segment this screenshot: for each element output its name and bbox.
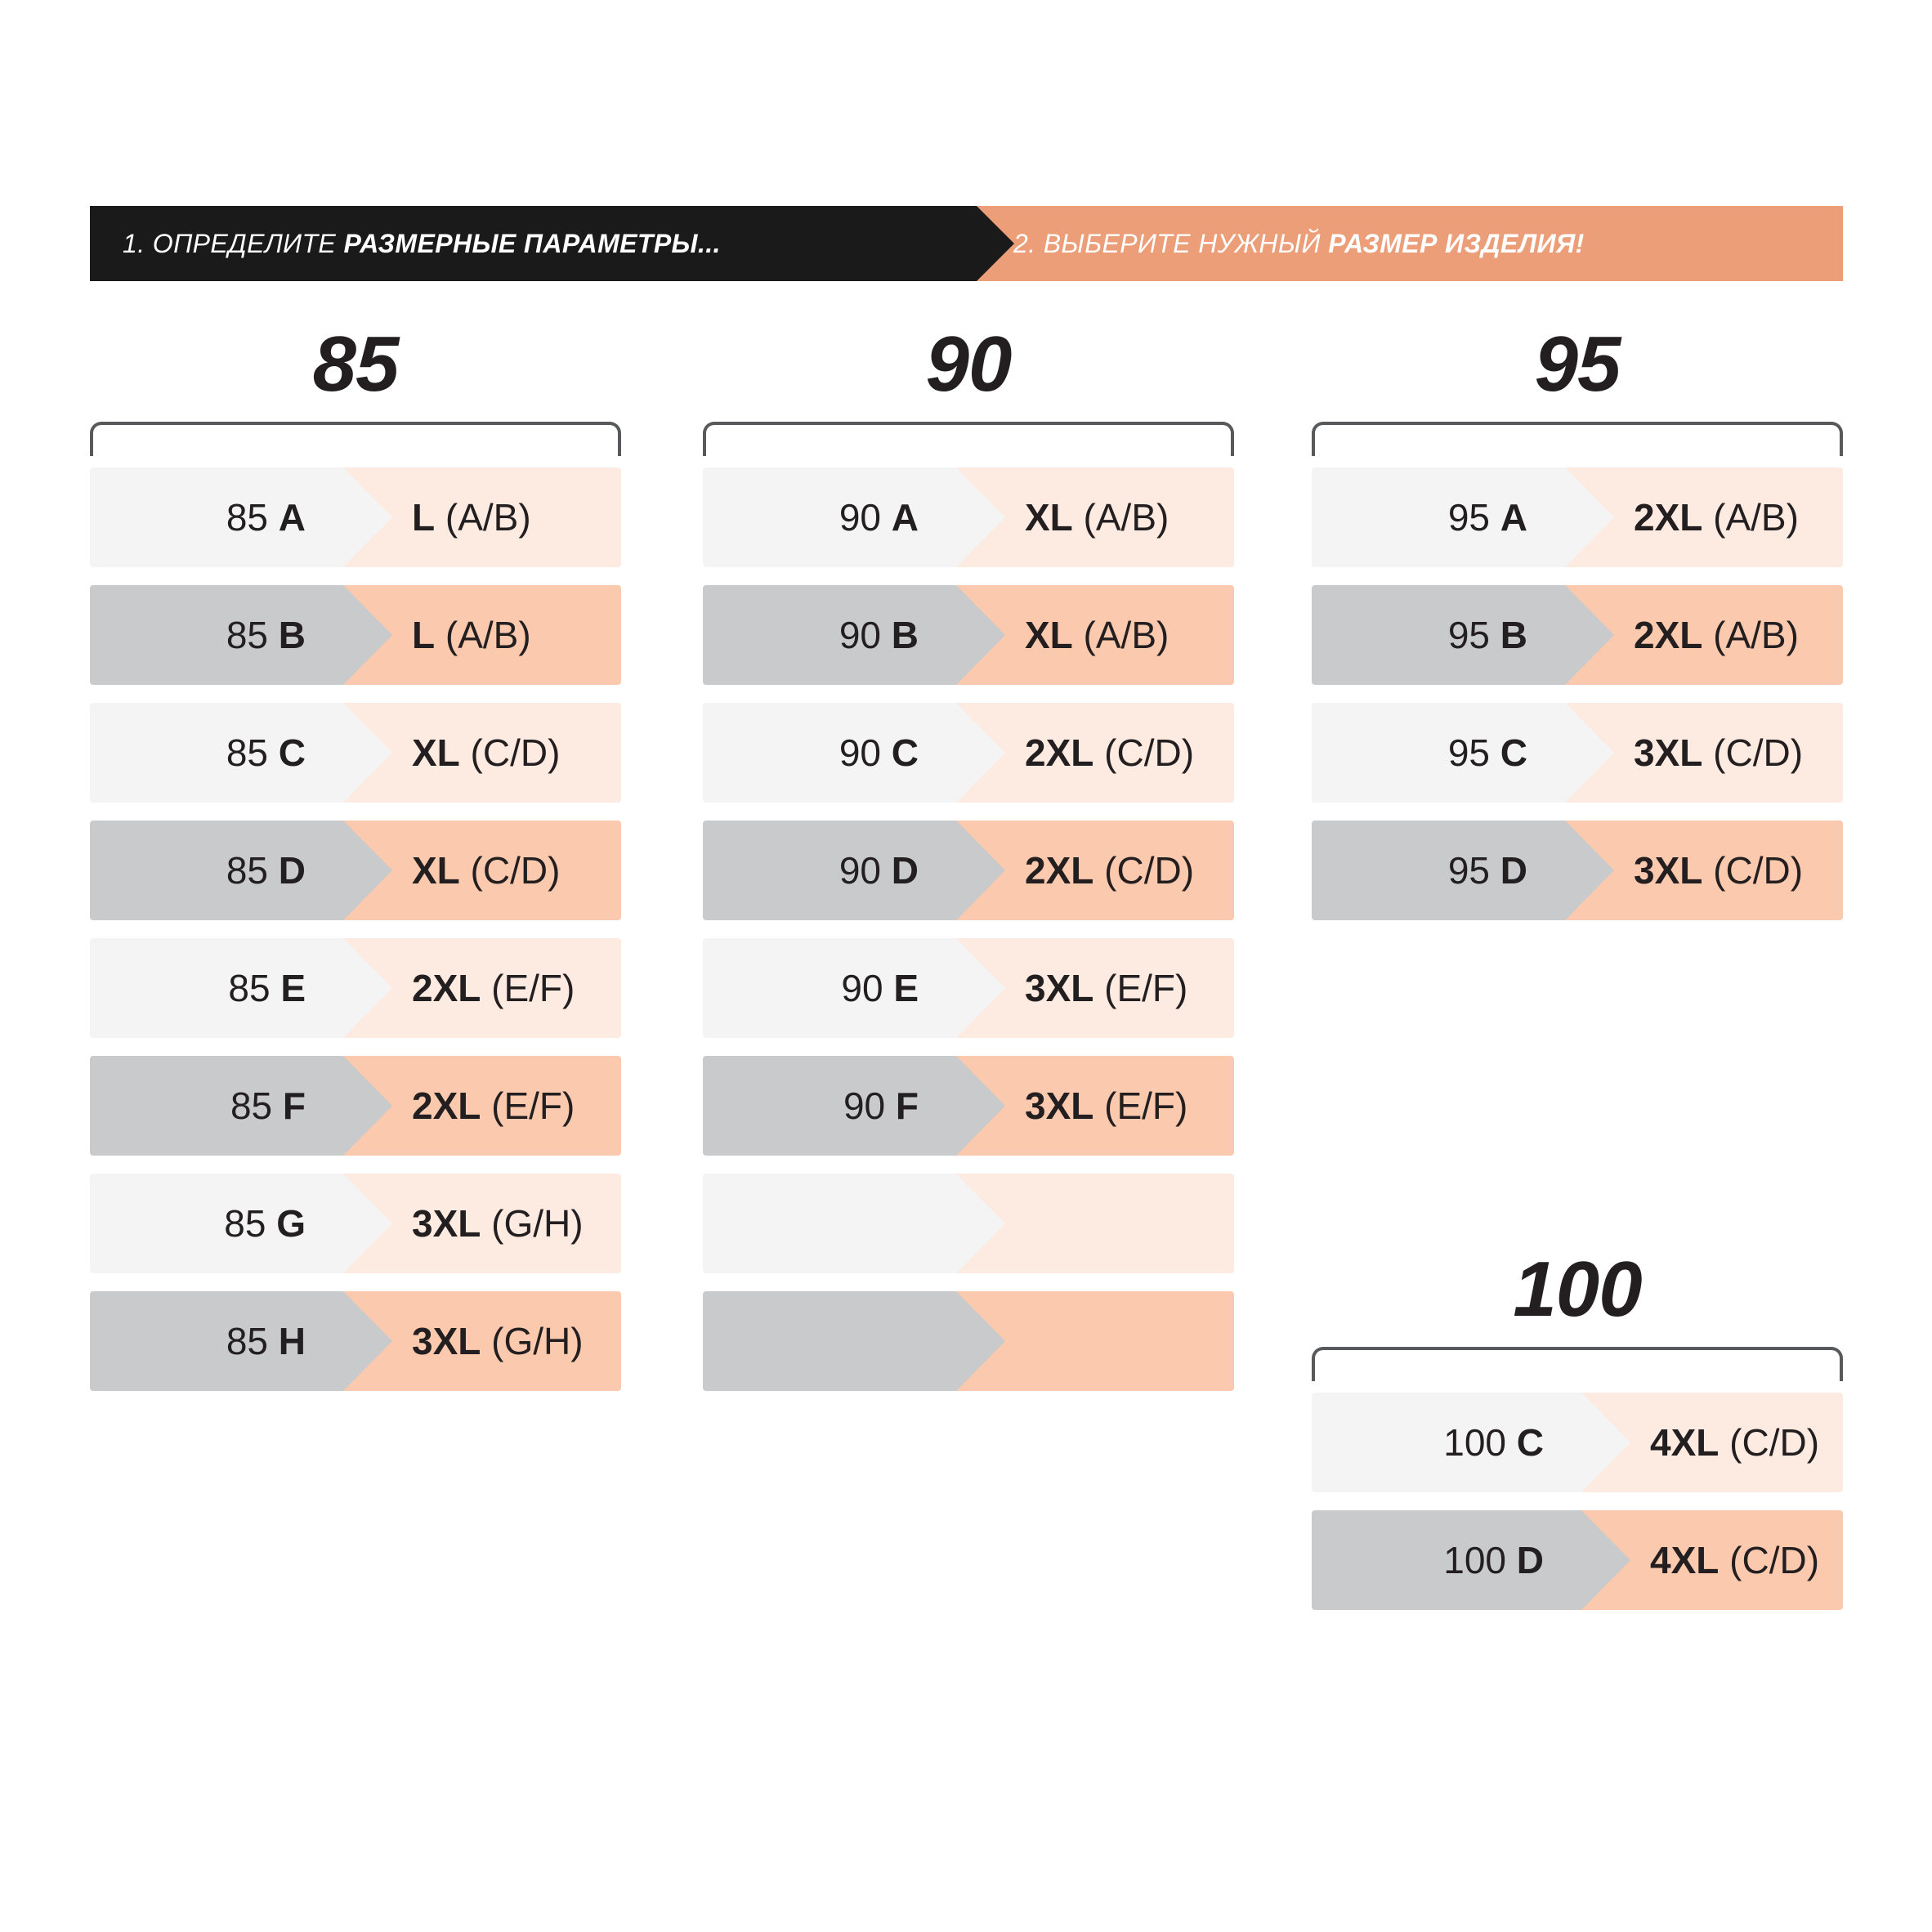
garment-size-value: 3XL bbox=[1025, 1085, 1094, 1127]
column-rows bbox=[1312, 467, 1843, 920]
garment-size-value: 3XL bbox=[1634, 849, 1703, 892]
garment-size-label bbox=[1025, 1084, 1187, 1128]
cup-letter: A bbox=[891, 496, 919, 539]
garment-cup-range: (C/D) bbox=[1093, 849, 1195, 892]
cup-letter: C bbox=[1500, 731, 1527, 774]
size-row[interactable] bbox=[703, 585, 1234, 685]
garment-cup-range: (C/D) bbox=[1719, 1421, 1820, 1464]
garment-size-label bbox=[412, 495, 531, 539]
bra-size-label bbox=[226, 613, 306, 657]
garment-size-label bbox=[1634, 848, 1803, 892]
size-row[interactable] bbox=[703, 1174, 1234, 1273]
bra-size-label bbox=[1443, 1538, 1544, 1582]
garment-size-label bbox=[412, 613, 531, 657]
bra-size-cell bbox=[703, 1174, 956, 1273]
band-number: 85 bbox=[228, 967, 281, 1009]
band-number: 95 bbox=[1447, 614, 1500, 656]
band-number: 100 bbox=[1443, 1539, 1517, 1581]
garment-size-label bbox=[1025, 495, 1169, 539]
garment-cup-range: (C/D) bbox=[459, 849, 561, 892]
size-row[interactable] bbox=[703, 938, 1234, 1038]
cup-letter: D bbox=[1500, 849, 1527, 892]
bra-size-label bbox=[226, 848, 306, 892]
garment-size-value: 2XL bbox=[412, 1085, 481, 1127]
column-title: 95 bbox=[1534, 320, 1621, 408]
garment-size-label bbox=[1634, 495, 1799, 539]
band-number: 90 bbox=[843, 1085, 896, 1127]
bra-size-label bbox=[226, 1319, 306, 1363]
band-number: 90 bbox=[839, 731, 892, 774]
bra-size-cell bbox=[703, 467, 956, 567]
column-bracket bbox=[90, 422, 621, 456]
bra-size-cell bbox=[703, 703, 956, 803]
size-column-90 bbox=[703, 320, 1234, 1409]
size-row[interactable] bbox=[90, 585, 621, 685]
bra-size-label bbox=[224, 1201, 306, 1246]
garment-size-value: 2XL bbox=[1025, 849, 1094, 892]
garment-cup-range: (E/F) bbox=[481, 967, 575, 1009]
band-number: 85 bbox=[226, 731, 279, 774]
bra-size-label bbox=[839, 848, 919, 892]
garment-cup-range: (E/F) bbox=[481, 1085, 575, 1127]
size-row[interactable] bbox=[703, 821, 1234, 920]
cup-letter: B bbox=[1500, 614, 1527, 656]
garment-size-label bbox=[412, 1201, 584, 1246]
cup-letter: D bbox=[1516, 1539, 1544, 1581]
bra-size-cell bbox=[1312, 821, 1565, 920]
garment-size-value: 4XL bbox=[1650, 1421, 1720, 1464]
cup-letter: F bbox=[895, 1085, 919, 1127]
size-row[interactable] bbox=[703, 1291, 1234, 1391]
size-row[interactable] bbox=[90, 703, 621, 803]
step-1-block bbox=[90, 206, 977, 281]
size-row[interactable] bbox=[90, 467, 621, 567]
bra-size-label bbox=[1448, 848, 1527, 892]
band-number: 95 bbox=[1447, 496, 1500, 539]
bra-size-label bbox=[230, 1084, 306, 1128]
cup-letter: G bbox=[276, 1202, 306, 1245]
garment-size-value: 2XL bbox=[1025, 731, 1094, 774]
column-title: 100 bbox=[1513, 1246, 1642, 1333]
bra-size-label bbox=[839, 495, 919, 539]
column-rows bbox=[90, 467, 621, 1391]
cup-letter: F bbox=[282, 1085, 306, 1127]
garment-cup-range: (E/F) bbox=[1093, 1085, 1188, 1127]
garment-size-value: 3XL bbox=[412, 1320, 481, 1362]
garment-size-value: XL bbox=[1025, 614, 1073, 656]
bra-size-cell bbox=[90, 467, 343, 567]
garment-size-label bbox=[412, 731, 560, 775]
garment-size-label bbox=[412, 1319, 584, 1363]
garment-size-value: L bbox=[412, 614, 436, 656]
column-bracket bbox=[1312, 422, 1843, 456]
bra-size-label bbox=[843, 1084, 919, 1128]
band-number: 85 bbox=[226, 496, 279, 539]
garment-size-value: XL bbox=[412, 849, 460, 892]
garment-size-value: 3XL bbox=[412, 1202, 481, 1245]
step-2-text: 2. ВЫБЕРИТЕ НУЖНЫЙ РАЗМЕР ИЗДЕЛИЯ! bbox=[1013, 228, 1585, 258]
bra-size-cell bbox=[90, 938, 343, 1038]
garment-size-value: XL bbox=[412, 731, 460, 774]
bra-size-label bbox=[841, 966, 919, 1010]
bra-size-cell bbox=[90, 1056, 343, 1156]
bra-size-cell bbox=[90, 1174, 343, 1273]
band-number: 85 bbox=[224, 1202, 277, 1245]
band-number: 90 bbox=[841, 967, 894, 1009]
garment-cup-range: (C/D) bbox=[1093, 731, 1195, 774]
garment-cup-range: (G/H) bbox=[481, 1320, 584, 1362]
size-row[interactable] bbox=[1312, 467, 1843, 567]
bra-size-label bbox=[226, 731, 306, 775]
cup-letter: D bbox=[891, 849, 919, 892]
garment-size-value: 2XL bbox=[412, 967, 481, 1009]
cup-letter: C bbox=[891, 731, 919, 774]
garment-cup-range: (A/B) bbox=[435, 496, 531, 539]
garment-cup-range: (C/D) bbox=[1702, 849, 1804, 892]
size-column-100 bbox=[1312, 1246, 1843, 1628]
bra-size-cell bbox=[90, 585, 343, 685]
size-row[interactable] bbox=[1312, 585, 1843, 685]
garment-size-value: XL bbox=[1025, 496, 1073, 539]
band-number: 85 bbox=[226, 614, 279, 656]
garment-cup-range: (A/B) bbox=[1702, 614, 1799, 656]
garment-size-label bbox=[1025, 731, 1194, 775]
size-row[interactable] bbox=[703, 703, 1234, 803]
garment-cup-range: (C/D) bbox=[1702, 731, 1804, 774]
bra-size-cell bbox=[1312, 585, 1565, 685]
size-column-85 bbox=[90, 320, 621, 1409]
cup-letter: A bbox=[1500, 496, 1527, 539]
garment-size-value: L bbox=[412, 496, 436, 539]
garment-cup-range: (A/B) bbox=[1072, 614, 1169, 656]
cup-letter: E bbox=[280, 967, 306, 1009]
garment-size-value: 2XL bbox=[1634, 614, 1703, 656]
garment-size-label bbox=[412, 848, 560, 892]
bra-size-cell bbox=[703, 1056, 956, 1156]
bra-size-cell bbox=[90, 821, 343, 920]
step-1-text: 1. ОПРЕДЕЛИТЕ РАЗМЕРНЫЕ ПАРАМЕТРЫ... bbox=[123, 228, 721, 258]
garment-size-value: 2XL bbox=[1634, 496, 1703, 539]
bra-size-cell bbox=[90, 1291, 343, 1391]
size-row[interactable] bbox=[703, 1056, 1234, 1156]
bra-size-cell bbox=[703, 585, 956, 685]
band-number: 90 bbox=[839, 496, 892, 539]
garment-size-label bbox=[1025, 966, 1187, 1010]
cup-letter: A bbox=[278, 496, 306, 539]
bra-size-label bbox=[226, 495, 306, 539]
bra-size-cell bbox=[1312, 467, 1565, 567]
column-rows bbox=[703, 467, 1234, 1391]
size-row[interactable] bbox=[90, 1056, 621, 1156]
garment-size-value: 3XL bbox=[1634, 731, 1703, 774]
garment-size-label bbox=[1634, 613, 1799, 657]
garment-cup-range: (E/F) bbox=[1093, 967, 1188, 1009]
bra-size-label bbox=[228, 966, 306, 1010]
garment-cup-range: (C/D) bbox=[459, 731, 561, 774]
bra-size-label bbox=[839, 613, 919, 657]
steps-banner bbox=[90, 206, 1843, 281]
band-number: 85 bbox=[230, 1085, 283, 1127]
band-number: 95 bbox=[1447, 731, 1500, 774]
step-2-block bbox=[940, 206, 1843, 281]
bra-size-cell bbox=[703, 821, 956, 920]
column-bracket bbox=[703, 422, 1234, 456]
garment-cup-range: (A/B) bbox=[1702, 496, 1799, 539]
cup-letter: H bbox=[278, 1320, 306, 1362]
bra-size-cell bbox=[90, 703, 343, 803]
bra-size-cell bbox=[703, 1291, 956, 1391]
garment-cup-range: (G/H) bbox=[481, 1202, 584, 1245]
size-row[interactable] bbox=[1312, 821, 1843, 920]
bra-size-cell bbox=[1312, 703, 1565, 803]
size-row[interactable] bbox=[90, 1291, 621, 1391]
garment-size-label bbox=[1634, 731, 1803, 775]
band-number: 95 bbox=[1447, 849, 1500, 892]
bra-size-label bbox=[1448, 731, 1527, 775]
band-number: 90 bbox=[839, 849, 892, 892]
garment-size-label bbox=[1650, 1538, 1819, 1582]
bra-size-cell bbox=[703, 938, 956, 1038]
size-row[interactable] bbox=[1312, 1393, 1843, 1492]
bra-size-label bbox=[1448, 613, 1527, 657]
bra-size-cell bbox=[1312, 1510, 1581, 1610]
band-number: 85 bbox=[226, 849, 279, 892]
cup-letter: E bbox=[893, 967, 919, 1009]
garment-size-value: 3XL bbox=[1025, 967, 1094, 1009]
size-column-95 bbox=[1312, 320, 1843, 938]
bra-size-label bbox=[1448, 495, 1527, 539]
garment-cup-range: (C/D) bbox=[1719, 1539, 1820, 1581]
cup-letter: C bbox=[1516, 1421, 1544, 1464]
cup-letter: B bbox=[891, 614, 919, 656]
garment-size-label bbox=[1650, 1420, 1819, 1465]
column-bracket bbox=[1312, 1347, 1843, 1381]
bra-size-label bbox=[1443, 1420, 1544, 1465]
bra-size-label bbox=[839, 731, 919, 775]
garment-cup-range: (A/B) bbox=[1072, 496, 1169, 539]
size-row[interactable] bbox=[703, 467, 1234, 567]
garment-size-label bbox=[412, 966, 575, 1010]
size-row[interactable] bbox=[90, 938, 621, 1038]
garment-size-label bbox=[1025, 848, 1194, 892]
size-row[interactable] bbox=[1312, 703, 1843, 803]
garment-size-value: 4XL bbox=[1650, 1539, 1720, 1581]
band-number: 100 bbox=[1443, 1421, 1517, 1464]
bra-size-cell bbox=[1312, 1393, 1581, 1492]
cup-letter: C bbox=[278, 731, 306, 774]
column-title: 85 bbox=[312, 320, 399, 408]
band-number: 90 bbox=[839, 614, 892, 656]
column-rows bbox=[1312, 1393, 1843, 1610]
cup-letter: D bbox=[278, 849, 306, 892]
garment-cup-range: (A/B) bbox=[435, 614, 531, 656]
size-row[interactable] bbox=[90, 1174, 621, 1273]
band-number: 85 bbox=[226, 1320, 279, 1362]
garment-size-label bbox=[412, 1084, 575, 1128]
size-row[interactable] bbox=[1312, 1510, 1843, 1610]
size-row[interactable] bbox=[90, 821, 621, 920]
garment-size-label bbox=[1025, 613, 1169, 657]
cup-letter: B bbox=[278, 614, 306, 656]
column-title: 90 bbox=[925, 320, 1012, 408]
